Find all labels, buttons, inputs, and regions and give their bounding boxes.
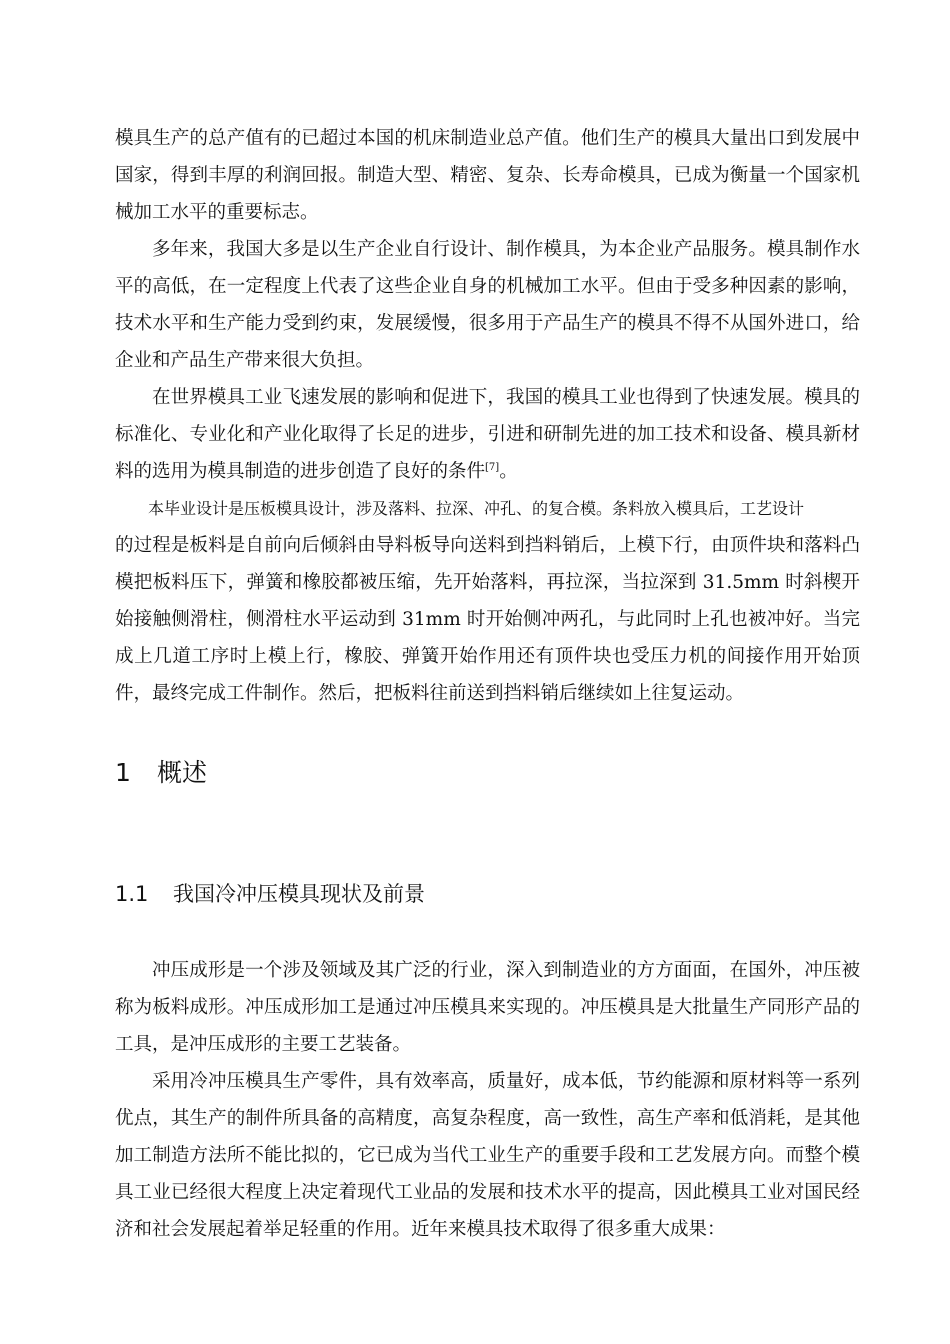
citation-marker: [7] [485, 461, 500, 473]
paragraph-5 [115, 952, 860, 1063]
paragraph-1-text: 模具生产的总产值有的已超过本国的机床制造业总产值。他们生产的模具大量出口到发展中国家，得到丰厚的利润回报。制造大型、精密、复杂、长寿命模具，已成为衡量一个国家机械加工水平的重要标志。 [115, 128, 860, 223]
paragraph-5-text: 冲压成形是一个涉及领域及其广泛的行业，深入到制造业的方方面面，在国外，冲压被称为板料成形。冲压成形加工是通过冲压模具来实现的。冲压模具是大批量生产同形产品的工具，是冲压成形的主要工艺装备。 [115, 960, 860, 1055]
paragraph-2-text: 多年来，我国大多是以生产企业自行设计、制作模具，为本企业产品服务。模具制作水平的高低，在一定程度上代表了这些企业自身的机械加工水平。但由于受多种因素的影响，技术水平和生产能力受到约束，发展缓慢，很多用于产品生产的模具不得不从国外进口，给企业和产品生产带来很大负担。 [115, 239, 860, 371]
paragraph-3-end: 。 [499, 461, 518, 482]
subsection-heading [115, 878, 425, 908]
paragraph-3-text: 在世界模具工业飞速发展的影响和促进下，我国的模具工业也得到了快速发展。模具的标准化、专业化和产业化取得了长足的进步，引进和研制先进的加工技术和设备、模具新材料的选用为模具制造的进步创造了良好的条件 [115, 387, 860, 482]
paragraph-6-text: 采用冷冲压模具生产零件，具有效率高，质量好，成本低，节约能源和原材料等一系列优点，其生产的制件所具备的高精度，高复杂程度，高一致性，高生产率和低消耗，是其他加工制造方法所不能比拟的，它已成为当代工业生产的重要手段和工艺发展方向。而整个模具工业已经很大程度上决定着现代工业品的发展和技术水平的提高，因此模具工业对国民经济和社会发展起着举足轻重的作用。近年来模具技术取得了很多重大成果： [115, 1071, 860, 1240]
paragraph-1 [115, 120, 860, 231]
paragraph-3 [115, 379, 860, 490]
section-title: 概述 [157, 758, 208, 787]
subsection-title: 我国冷冲压模具现状及前景 [173, 882, 425, 906]
subsection-number: 1.1 [115, 882, 149, 906]
paragraph-4-first-line: 本毕业设计是压板模具设计，涉及落料、拉深、冲孔、的复合模。条料放入模具后，工艺设计 [148, 499, 805, 518]
section-heading [115, 753, 207, 789]
paragraph-4-rest: 的过程是板料是自前向后倾斜由导料板导向送料到挡料销后，上模下行，由顶件块和落料凸模把板料压下，弹簧和橡胶都被压缩，先开始落料，再拉深，当拉深到 31.5mm 时斜楔开始接触侧滑柱，侧滑柱水平运动到 31mm 时开始侧冲两孔，与此同时上孔也被冲好。当完成上几道工序时上模上行，橡胶、弹簧开始作用还有顶件块也受压力机的间接作用开始顶件，最终完成工件制作。然后，把板料往前送到挡料销后继续如上往复运动。 [115, 535, 860, 704]
paragraph-4 [115, 490, 860, 712]
section-number: 1 [115, 758, 131, 787]
paragraph-6 [115, 1063, 860, 1248]
paragraph-2 [115, 231, 860, 379]
